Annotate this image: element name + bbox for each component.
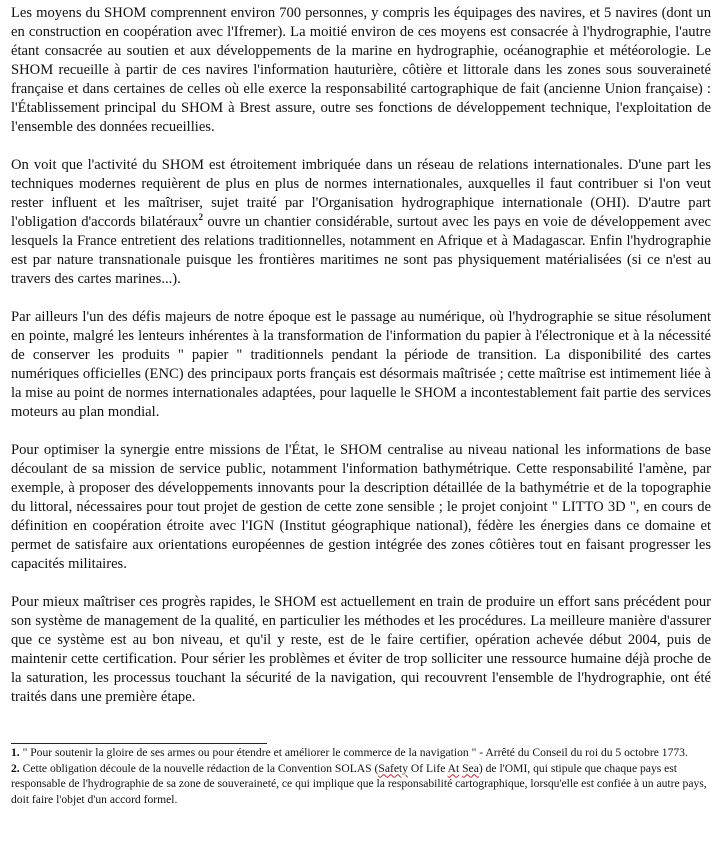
footnote-reference-2[interactable]: 2 [198, 212, 203, 223]
paragraph-shom-resources: Les moyens du SHOM comprennent environ 700 personnes, y compris les équipages des navires, et 5 navires (dont un en construction en coopération avec l'Ifremer). La moitié environ de ces moyens est consacrée à l'hydrographie, l'autre étant consacrée au soutien et aux développements de la marine en hydrographie, océanographie et météorologie. Le SHOM recueille à partir de ces navires l'information hauturière, côtière et littorale dans les zones sous souveraineté française et dans certaines de celles où elle exerce la responsabilité cartographique de fait (ancienne Union française) : l'Établissement principal du SHOM à Brest assure, outre ses fonctions de développement technique, l'exploitation de l'ensemble des données recueillies. [11, 5, 711, 135]
footnote-1 [11, 745, 711, 761]
paragraph-synergy-missions: Pour optimiser la synergie entre missions de l'État, le SHOM centralise au niveau national les informations de base découlant de sa mission de service public, notamment l'information bathymétrique. Cette responsabilité l'amène, par exemple, à proposer des développements innovants pour la description détaillée de la bathymétrie et de la topographie du littoral, nécessaires pour tout projet de gestion de cette zone sensible ; le projet conjoint " LITTO 3D ", en cours de définition en coopération étroite avec l'IGN (Institut géographique national), fédère les énergies dans ce domaine et permet de satisfaire aux orientations européennes de gestion intégrée des zones côtières tout en faisant progresser les capacités militaires. [11, 442, 711, 572]
spellcheck-flagged-word[interactable]: Sea [462, 761, 479, 775]
footnote-text-mid: Of Life [408, 761, 448, 775]
spellcheck-flagged-word[interactable]: Safety [378, 761, 408, 775]
paragraph-text-before-ref: On voit que l'activité du SHOM est étroitement imbriquée dans un réseau de relations internationales. D'une part les techniques modernes requièrent de plus en plus de normes internationales, auxquelles il faut contribuer si l'on veut rester influent et les maîtriser, sujet traité par l'Organisation hydrographique internationale (OHI). D'autre part l'obligation d'accords bilatéraux [11, 157, 711, 230]
footnote-2 [11, 761, 711, 808]
spellcheck-flagged-word[interactable]: At [447, 761, 460, 775]
footnote-number: 1. [11, 746, 20, 759]
paragraph-international-relations [11, 156, 711, 289]
footnote-text-before: Cette obligation découle de la nouvelle rédaction de la Convention SOLAS ( [19, 761, 379, 775]
footnote-separator [11, 743, 267, 744]
footnote-text: " Pour soutenir la gloire de ses armes ou pour étendre et améliorer le commerce de la navigation " - Arrêté du Conseil du roi du 5 octobre 1773. [19, 746, 688, 759]
footnote-number: 2. [11, 761, 20, 775]
paragraph-digital-transition: Par ailleurs l'un des défis majeurs de notre époque est le passage au numérique, où l'hydrographie se situe résolument en pointe, malgré les lenteurs inhérentes à la transformation de l'information du papier à l'électronique et à la nécessité de conserver les produits " papier " traditionnels pendant la période de transition. La disponibilité des cartes numériques officielles (ENC) des principaux ports français est désormais maîtrisée ; cette maîtrise est intimement liée à la mise au point de normes internationales adaptées, pour laquelle le SHOM a incontestablement fait partie des services moteurs au plan mondial. [11, 309, 711, 420]
footnote-text-after: ) de l'OMI, qui stipule que chaque pays est responsable de l'hydrographie de sa zone de souveraineté, ce qui implique que la responsabilité cartographique, lorsqu'elle est confiée à un autre pays, doit faire l'objet d'un accord formel. [11, 761, 707, 806]
paragraph-quality-management: Pour mieux maîtriser ces progrès rapides, le SHOM est actuellement en train de produire un effort sans précédent pour son système de management de la qualité, en particulier les méthodes et les procédures. La meilleure manière d'assurer que ce système est au bon niveau, et qu'il y reste, est de le faire certifier, opération achevée début 2004, puis de maintenir cette certification. Pour sérier les problèmes et éviter de trop solliciter une ressource humaine déjà proche de la saturation, les processus touchant la sécurité de la navigation, qui recouvrent l'ensemble de l'hydrographie, ont été traités dans une première étape. [11, 594, 711, 705]
footnotes [11, 745, 711, 807]
paragraph-text-after-ref: ouvre un chantier considérable, surtout avec les pays en voie de développement avec lesquels la France entretient des relations traditionnelles, notamment en Afrique et à Madagascar. Enfin l'hydrographie est par nature transnationale puisque les frontières maritimes ne sont pas physiquement matérialisées (si ce n'est au travers des cartes marines...). [11, 214, 711, 287]
document-body [11, 4, 711, 726]
